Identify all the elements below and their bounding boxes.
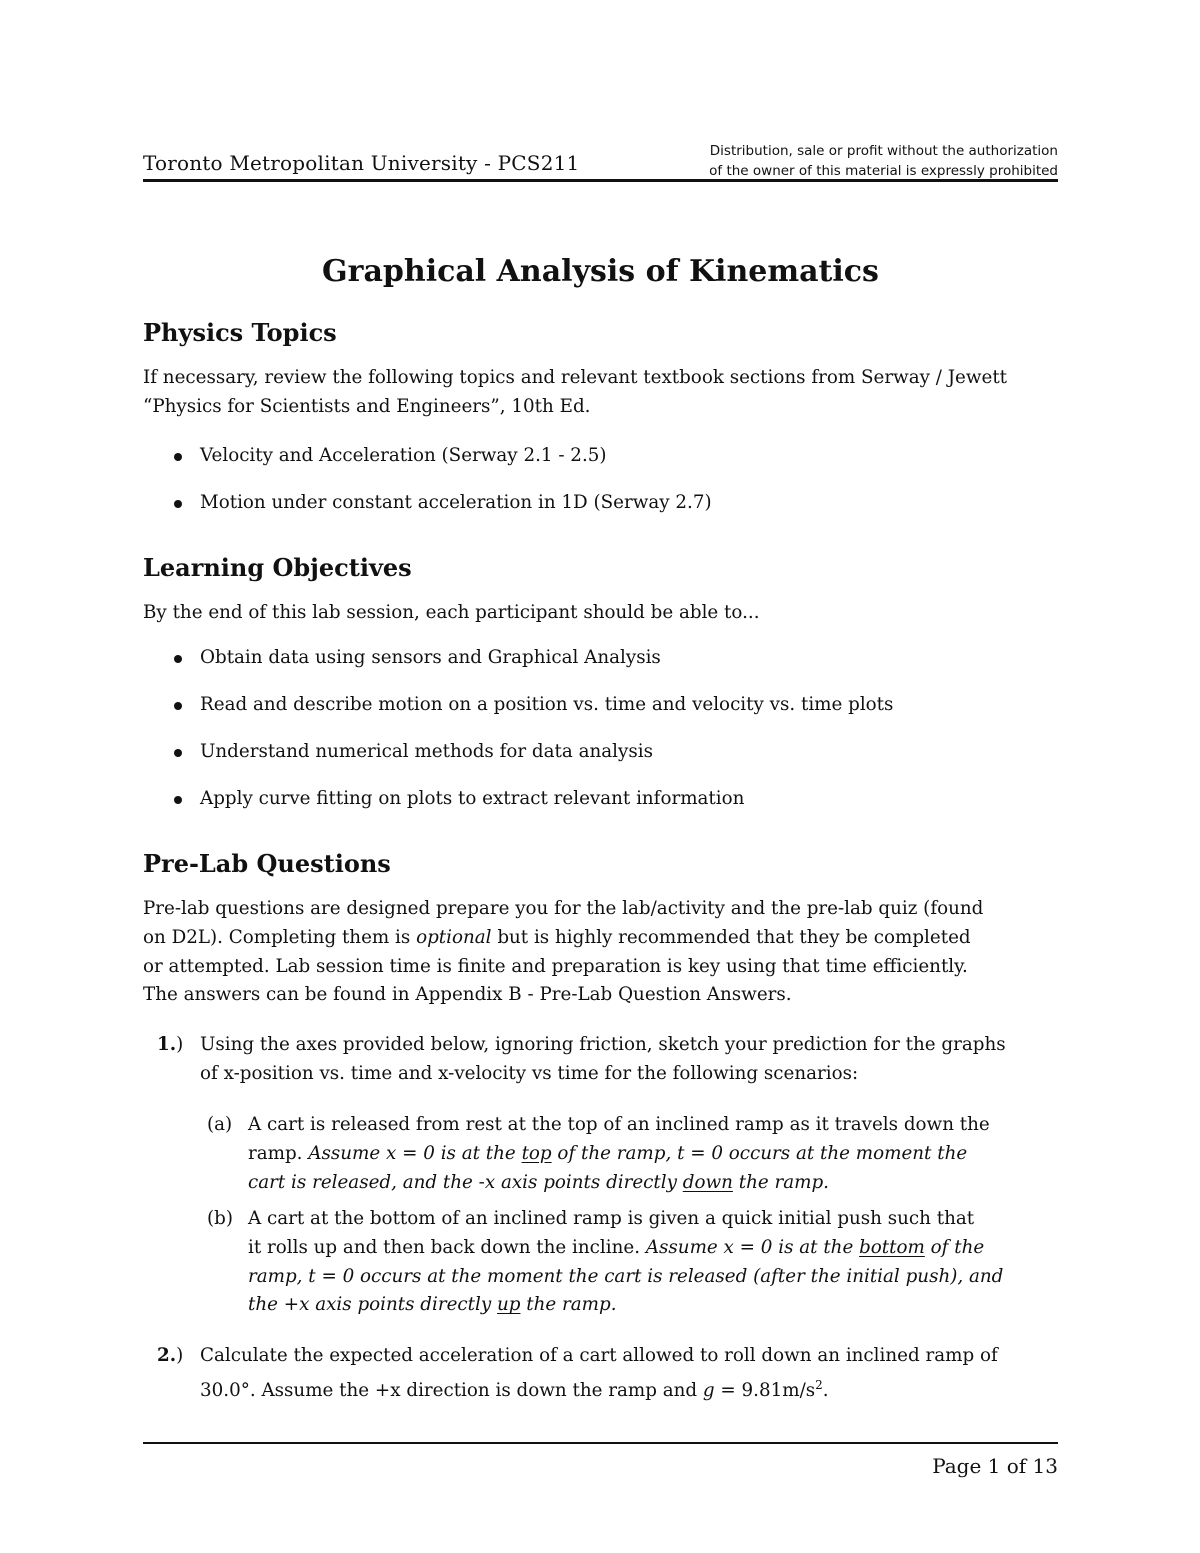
copyright-notice-line: of the owner of this material is expressly prohibited	[709, 163, 1058, 179]
question-number-digit: 2.	[157, 1345, 177, 1366]
emphasis: optional	[416, 926, 492, 948]
physics-topics-heading: Physics Topics	[143, 318, 337, 347]
text-run: .	[822, 1379, 829, 1401]
header-rule	[143, 179, 1058, 182]
document-title: Graphical Analysis of Kinematics	[322, 254, 879, 289]
page-number: Page 1 of 13	[932, 1454, 1058, 1478]
question-body	[200, 1031, 1058, 1089]
text-run: 30.0°. Assume the +x direction is down the ramp and	[200, 1379, 703, 1401]
text-line: Using the axes provided below, ignoring friction, sketch your prediction for the graphs	[200, 1034, 1006, 1055]
text-line: Pre-lab questions are designed prepare you for the lab/activity and the pre-lab quiz (found	[143, 898, 984, 919]
subquestion-body	[248, 1205, 1058, 1320]
emphasis	[308, 1143, 967, 1164]
text-line	[200, 1371, 1058, 1406]
underlined-word: up	[496, 1294, 521, 1316]
copyright-notice	[638, 141, 1058, 181]
list-item: Motion under constant acceleration in 1D (Serway 2.7)	[168, 489, 712, 536]
subquestion-body	[248, 1111, 1058, 1197]
question-number	[157, 1342, 183, 1371]
text-run: Assume x = 0 is at the	[645, 1236, 860, 1258]
question-number-digit: 1.	[157, 1034, 177, 1055]
text-line	[143, 924, 1058, 953]
text-run: Assume x = 0 is at the	[308, 1142, 522, 1164]
emphasis	[248, 1172, 829, 1193]
text-line: By the end of this lab session, each participant should be able to...	[143, 602, 760, 623]
learning-objectives-list	[168, 644, 893, 832]
text-run: it rolls up and then back down the incline.	[248, 1236, 646, 1258]
learning-objectives-intro	[143, 599, 1058, 628]
prelab-intro	[143, 895, 1058, 1010]
text-run: ramp.	[248, 1142, 309, 1164]
subquestion-label: (a)	[207, 1114, 233, 1135]
list-item: Obtain data using sensors and Graphical Analysis	[168, 644, 893, 691]
copyright-notice-line: Distribution, sale or profit without the authorization	[709, 143, 1058, 159]
text-line: or attempted. Lab session time is finite and preparation is key using that time efficiently.	[143, 955, 968, 977]
text-run: but is highly recommended that they be completed	[491, 926, 971, 948]
list-item: Apply curve fitting on plots to extract relevant information	[168, 785, 893, 832]
underlined-word: down	[682, 1171, 733, 1193]
text-run: the ramp.	[732, 1171, 829, 1193]
text-line	[248, 1291, 1058, 1320]
text-run: the ramp.	[520, 1294, 617, 1316]
course-header: Toronto Metropolitan University - PCS211	[143, 151, 580, 175]
subquestion-label: (b)	[207, 1208, 233, 1229]
text-run: the +x axis points directly	[248, 1294, 497, 1316]
text-run: of the ramp, t = 0 occurs at the moment the	[551, 1142, 968, 1164]
text-line	[248, 1140, 1058, 1169]
text-run: of the	[924, 1236, 985, 1258]
emphasis	[248, 1294, 617, 1315]
prelab-heading: Pre-Lab Questions	[143, 849, 391, 878]
text-line: The answers can be found in Appendix B - Pre-Lab Question Answers.	[143, 984, 792, 1006]
question-number-paren: )	[176, 1345, 184, 1366]
text-line	[248, 1263, 1058, 1292]
learning-objectives-heading: Learning Objectives	[143, 553, 412, 582]
emphasis: ramp, t = 0 occurs at the moment the cart is released (after the initial push), and	[248, 1265, 1004, 1287]
exponent: 2	[815, 1377, 823, 1392]
text-line	[248, 1169, 1058, 1198]
text-line: of x-position vs. time and x-velocity vs time for the following scenarios:	[200, 1062, 859, 1084]
question-number-paren: )	[176, 1034, 184, 1055]
question-body	[200, 1342, 1058, 1406]
text-run: = 9.81m/s	[714, 1379, 816, 1401]
emphasis	[646, 1237, 984, 1258]
text-line	[248, 1234, 1058, 1263]
text-line: “Physics for Scientists and Engineers”, 10th Ed.	[143, 395, 591, 417]
list-item: Velocity and Acceleration (Serway 2.1 - 2.5)	[168, 442, 712, 489]
underlined-word: top	[521, 1142, 552, 1164]
text-run: cart is released, and the -x axis points directly	[248, 1171, 683, 1193]
text-line: A cart at the bottom of an inclined ramp is given a quick initial push such that	[248, 1208, 975, 1229]
text-line: If necessary, review the following topics and relevant textbook sections from Serway / Jewett	[143, 367, 1008, 388]
list-item: Understand numerical methods for data analysis	[168, 738, 893, 785]
question-number	[157, 1031, 183, 1060]
physics-topics-intro	[143, 364, 1058, 422]
list-item: Read and describe motion on a position vs. time and velocity vs. time plots	[168, 691, 893, 738]
text-line: A cart is released from rest at the top of an inclined ramp as it travels down the	[248, 1114, 990, 1135]
text-run: on D2L). Completing them is	[143, 926, 417, 948]
underlined-word: bottom	[859, 1236, 925, 1258]
physics-topics-list	[168, 442, 712, 536]
footer-rule	[143, 1442, 1058, 1444]
text-line: Calculate the expected acceleration of a cart allowed to roll down an inclined ramp of	[200, 1345, 998, 1366]
gravity-symbol: g	[702, 1379, 715, 1401]
